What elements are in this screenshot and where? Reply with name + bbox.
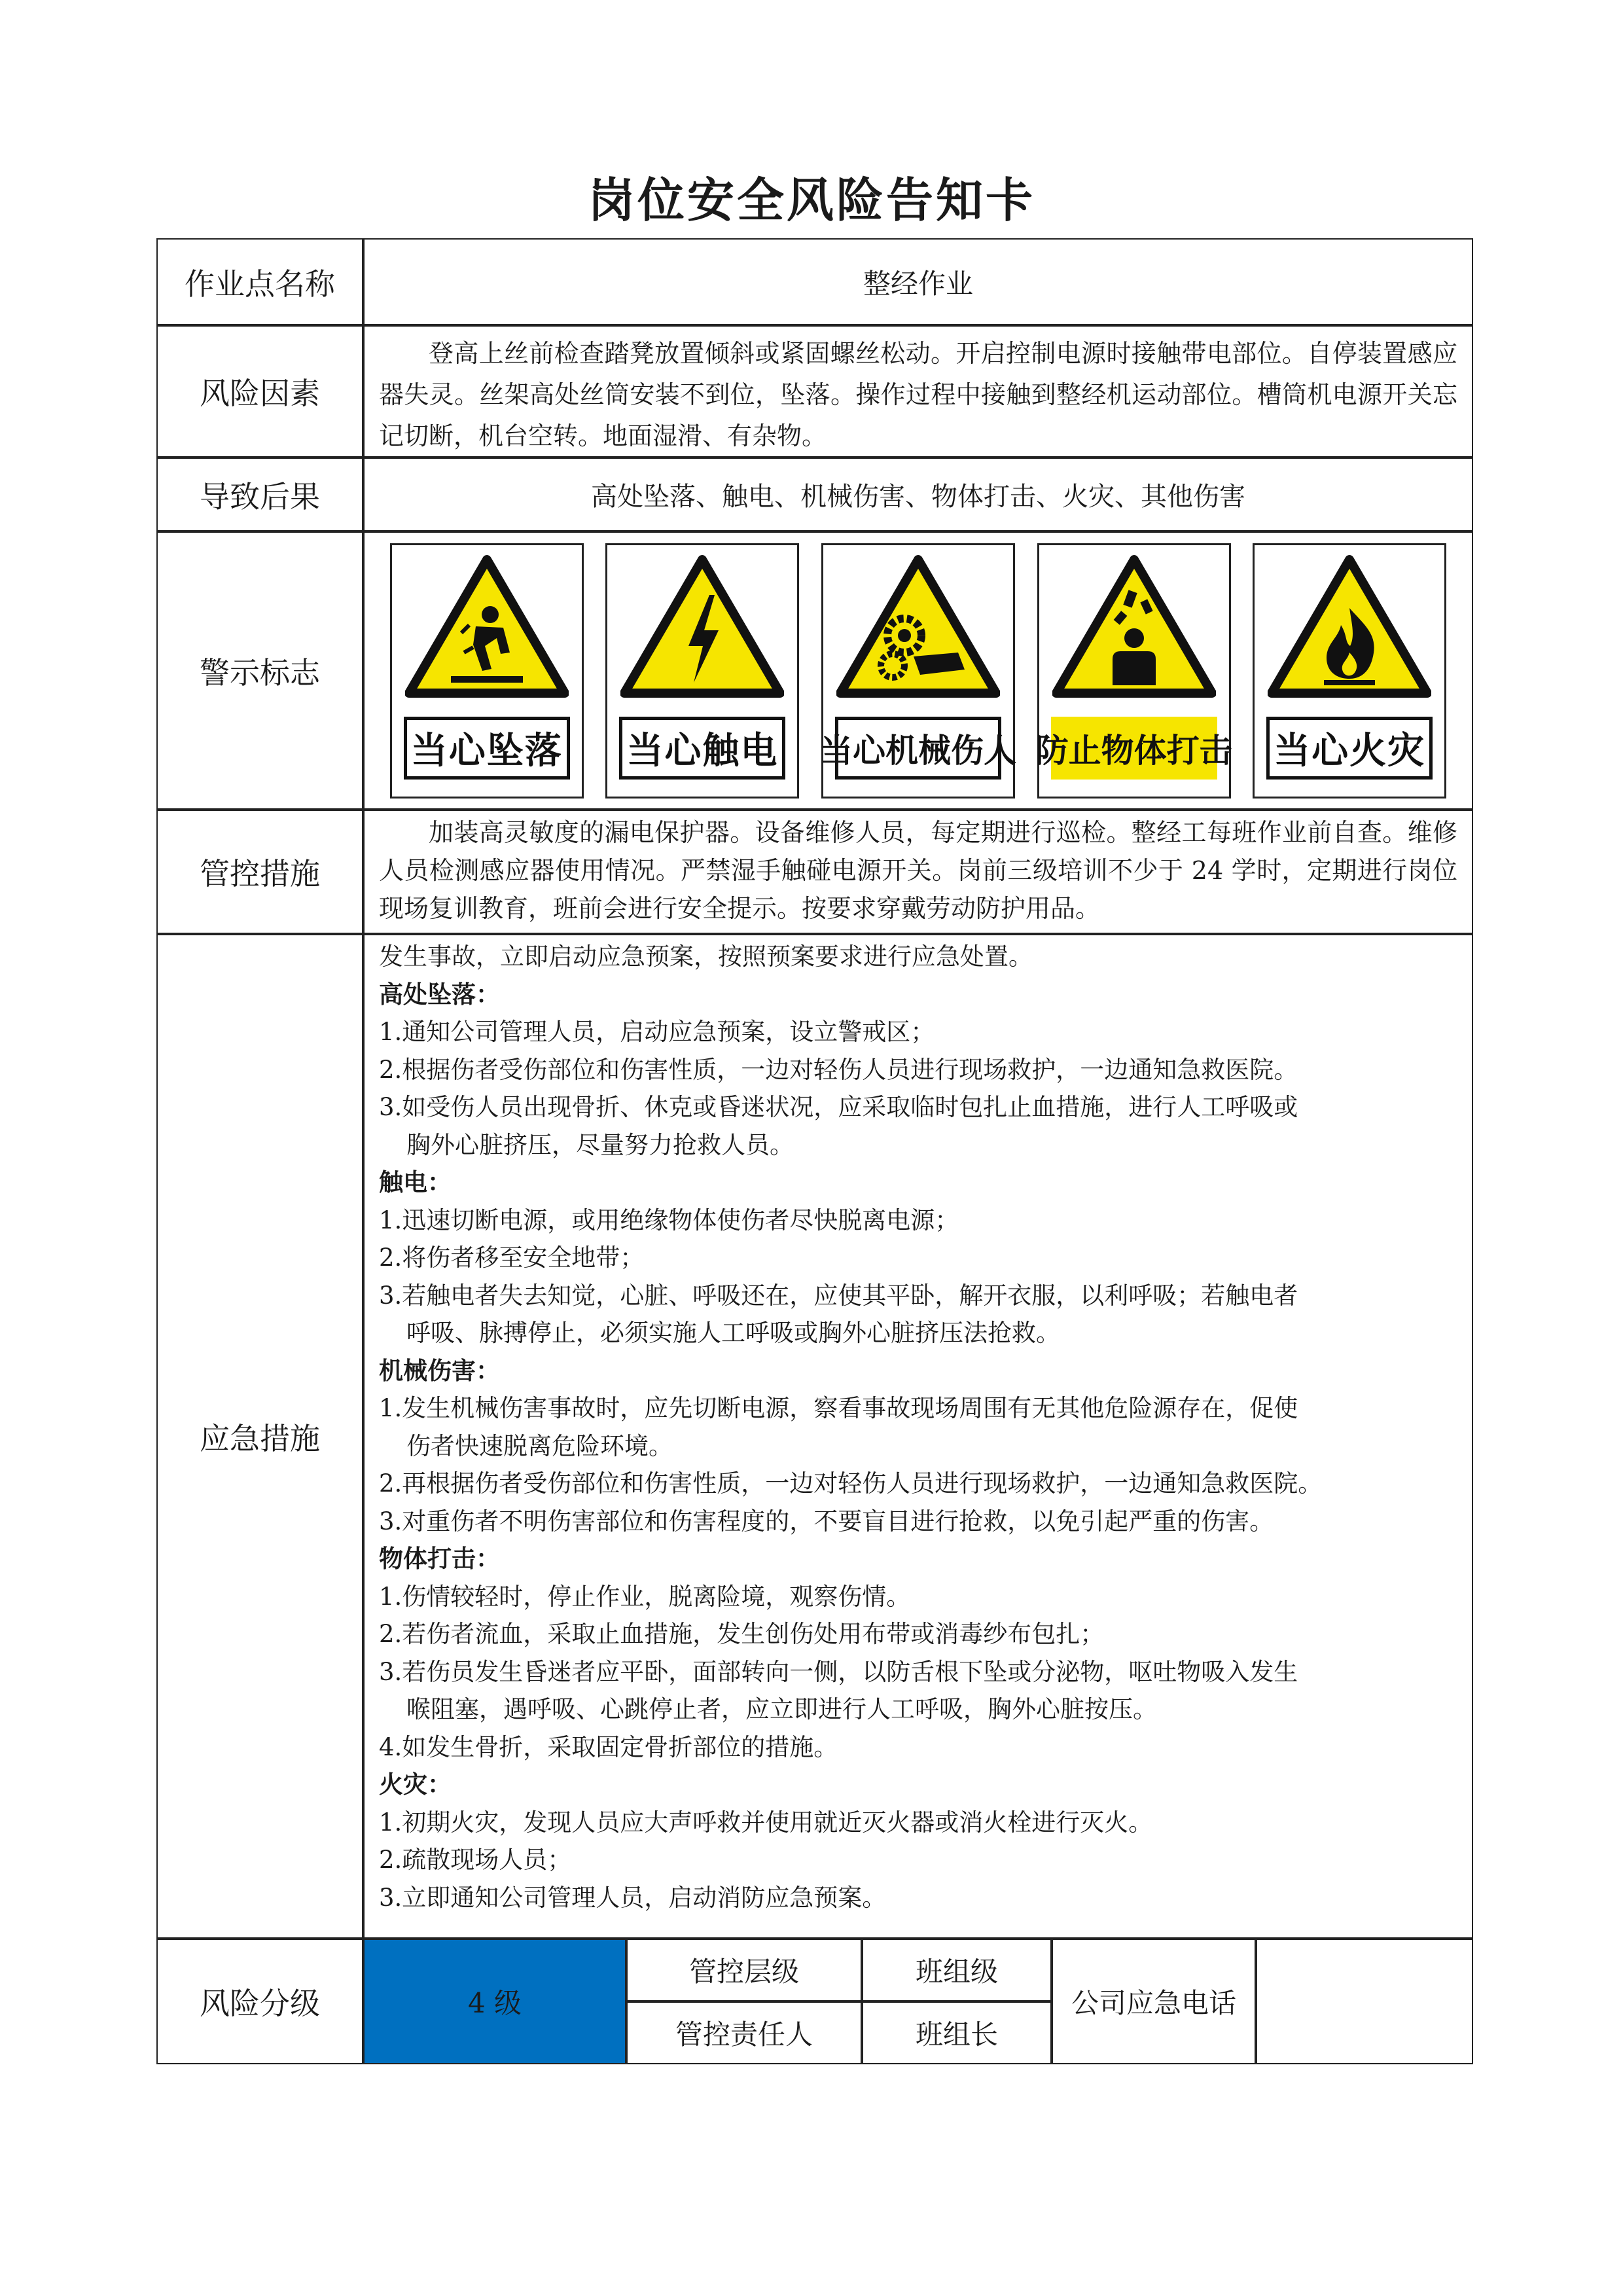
sign-struck [1037, 543, 1231, 798]
emergency-section-heading: 物体打击： [379, 1544, 500, 1573]
emergency-section-heading: 触电： [379, 1168, 452, 1196]
emergency-label: 应急措施 [156, 934, 363, 1939]
emergency-section-heading: 火灾： [379, 1770, 452, 1799]
risk-factors-text: 登高上丝前检查踏凳放置倾斜或紧固螺丝松动。开启控制电源时接触带电部位。自停装置感应器失灵。丝架高处丝筒安装不到位，坠落。操作过程中接触到整经机运动部位。槽筒机电源开关忘记切断，机台空转。地面湿滑、有杂物。 [363, 325, 1473, 457]
row-control-measures [157, 810, 1474, 935]
phone-value [1256, 1939, 1473, 2064]
control-level-value: 班组级 [862, 1939, 1052, 2001]
page-title: 岗位安全风险告知卡 [587, 172, 1035, 228]
warning-signs-area [363, 531, 1473, 810]
row-emergency [157, 935, 1474, 1939]
sign-machinery-text: 当心机械伤人 [835, 717, 1001, 780]
control-measures-label: 管控措施 [156, 810, 363, 934]
emergency-step: 呼吸、脉搏停止，必须实施人工呼吸或胸外心脏挤压法抢救。 [406, 1319, 1060, 1347]
emergency-section-heading: 高处坠落： [379, 979, 500, 1009]
risk-factors-label: 风险因素 [156, 325, 363, 457]
emergency-step: 3.如受伤人员出现骨折、休克或昏迷状况，应采取临时包扎止血措施，进行人工呼吸或 [379, 1093, 1298, 1121]
emergency-section-heading: 机械伤害： [379, 1355, 500, 1385]
emergency-step: 喉阻塞，遇呼吸、心跳停止者，应立即进行人工呼吸，胸外心脏按压。 [406, 1695, 1157, 1723]
sign-struck-text: 防止物体打击 [1051, 717, 1217, 780]
emergency-step: 1.初期火灾，发现人员应大声呼救并使用就近灭火器或消火栓进行灭火。 [379, 1808, 1153, 1837]
sign-machinery [821, 543, 1015, 798]
emergency-step: 1.发生机械伤害事故时，应先切断电源，察看事故现场周围有无其他危险源存在，促使 [379, 1394, 1298, 1422]
phone-label: 公司应急电话 [1052, 1939, 1256, 2064]
emergency-step: 3.若伤员发生昏迷者应平卧，面部转向一侧，以防舌根下坠或分泌物，呕吐物吸入发生 [379, 1657, 1298, 1686]
emergency-step: 1.通知公司管理人员，启动应急预案，设立警戒区； [379, 1018, 935, 1046]
emergency-content [363, 934, 1473, 1939]
row-risk-factors [157, 326, 1474, 458]
control-level-label: 管控层级 [626, 1939, 862, 2001]
sign-fire-text: 当心火灾 [1266, 717, 1433, 780]
emergency-step: 2.根据伤者受伤部位和伤害性质，一边对轻伤人员进行现场救护，一边通知急救医院。 [379, 1055, 1298, 1084]
work-point-label: 作业点名称 [156, 238, 363, 325]
control-measures-text: 加装高灵敏度的漏电保护器。设备维修人员，每定期进行巡检。整经工每班作业前自查。维修人员检测感应器使用情况。严禁湿手触碰电源开关。岗前三级培训不少于 24 学时，定期进行岗位现场复训教育，班前会进行安全提示。按要求穿戴劳动防护用品。 [363, 810, 1473, 934]
row-warning-signs [157, 532, 1474, 810]
sign-falling [390, 543, 584, 798]
responsible-value: 班组长 [862, 2001, 1052, 2064]
sign-electric [605, 543, 799, 798]
fire-icon [1268, 554, 1431, 698]
sign-electric-text: 当心触电 [619, 717, 785, 780]
consequences-text: 高处坠落、触电、机械伤害、物体打击、火灾、其他伤害 [363, 457, 1473, 531]
falling-objects-icon [1052, 554, 1216, 698]
emergency-step: 2.将伤者移至安全地带； [379, 1244, 645, 1272]
sign-fire [1253, 543, 1446, 798]
sign-falling-text: 当心坠落 [404, 717, 570, 780]
falling-person-icon [405, 554, 569, 698]
emergency-step: 1.伤情较轻时，停止作业，脱离险境，观察伤情。 [379, 1582, 911, 1611]
emergency-step: 伤者快速脱离危险环境。 [406, 1431, 673, 1460]
emergency-step: 3.立即通知公司管理人员，启动消防应急预案。 [379, 1883, 887, 1912]
emergency-step: 3.若触电者失去知觉，心脏、呼吸还在，应使其平卧，解开衣服，以利呼吸；若触电者 [379, 1281, 1298, 1310]
risk-level-label: 风险分级 [156, 1939, 363, 2064]
emergency-intro: 发生事故，立即启动应急预案，按照预案要求进行应急处置。 [379, 942, 1033, 971]
gears-hand-icon [836, 554, 1000, 698]
row-consequences [157, 458, 1474, 532]
lightning-bolt-icon [620, 554, 784, 698]
consequences-label: 导致后果 [156, 457, 363, 531]
emergency-step: 2.若伤者流血，采取止血措施，发生创伤处用布带或消毒纱布包扎； [379, 1620, 1105, 1648]
emergency-step: 1.迅速切断电源，或用绝缘物体使伤者尽快脱离电源； [379, 1206, 959, 1234]
emergency-step: 4.如发生骨折，采取固定骨折部位的措施。 [379, 1732, 838, 1761]
emergency-step: 2.再根据伤者受伤部位和伤害性质，一边对轻伤人员进行现场救护，一边通知急救医院。 [379, 1469, 1323, 1498]
row-risk-level [157, 1939, 1474, 2065]
responsible-label: 管控责任人 [626, 2001, 862, 2064]
warning-signs-label: 警示标志 [156, 531, 363, 810]
emergency-step: 3.对重伤者不明伤害部位和伤害程度的，不要盲目进行抢救，以免引起严重的伤害。 [379, 1507, 1274, 1535]
work-point-value: 整经作业 [363, 238, 1473, 325]
emergency-step: 2.疏散现场人员； [379, 1846, 572, 1874]
row-work-point [157, 239, 1474, 326]
risk-level-value: 4 级 [363, 1939, 626, 2064]
emergency-step: 胸外心脏挤压，尽量努力抢救人员。 [406, 1130, 794, 1159]
